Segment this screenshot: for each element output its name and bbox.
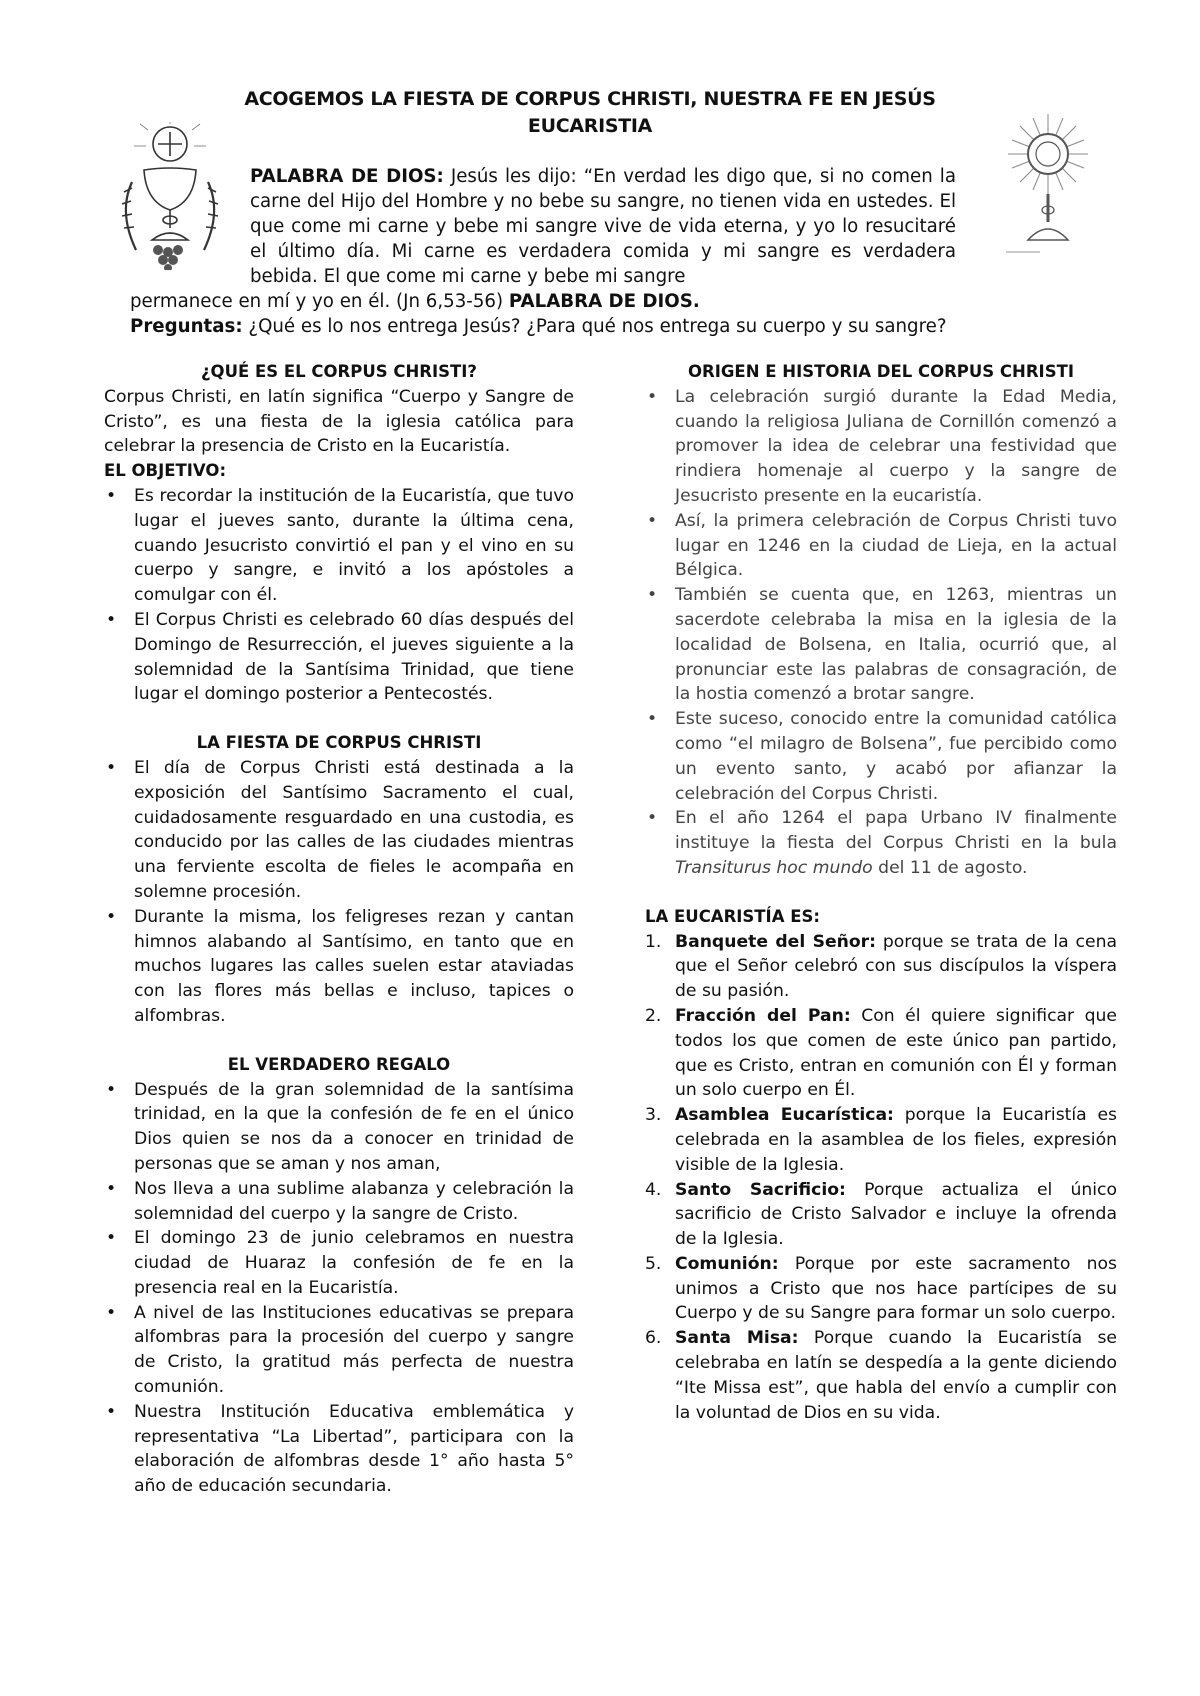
palabra-label: PALABRA DE DIOS: [250,166,444,187]
item-text: Porque cuando la Eucaristía se celebraba en latín se despedía a la gente diciendo “Ite Missa est”, que habla del envío a cumplir con la voluntad de Dios en su vida. [675,1328,1117,1423]
palabra-text: Jesús les dijo: “En verdad les digo que, si no comen la carne del Hijo del Hombre y no bebe su sangre, no tienen vida en ustedes. El que come mi carne y bebe mi sangre vive de vida eterna, y yo lo resucitaré el último día. Mi carne es verdadera comida y mi sangre es verdadera bebida. El que come mi carne y bebe mi sangre [250,166,956,287]
bula-title: Transiturus hoc mundo [675,857,873,878]
item-number: 6. [645,1328,662,1349]
item-text: Porque actualiza el único sacrificio de Cristo Salvador e incluye la ofrenda de la Iglesia. [675,1179,1117,1250]
item-text: Con él quiere significar que todos los que comen de este único pan partido, que es Cristo, entran en comunión con Él y forman un solo cuerpo en Él. [675,1005,1117,1101]
item-label: Santa Misa: [675,1328,799,1349]
section-heading-eucaristia: LA EUCARISTÍA ES: [645,906,820,926]
document-title: ACOGEMOS LA FIESTA DE CORPUS CHRISTI, NUESTRA FE EN JESÚS EUCARISTIA [244,88,936,137]
section-heading-objetivo: EL OBJETIVO: [104,461,227,481]
gospel-reading [130,164,956,339]
section-heading-que-es: ¿QUÉ ES EL CORPUS CHRISTI? [200,362,477,381]
list-item: • El día de Corpus Christi está destinada a la exposición del Santísimo Sacramento el cual, cuidadosamente resguardado en una custodia, es conducido por las calles de las ciudades mientras una ferviente escolta de fieles le acompaña en solemne procesión. [104,756,574,905]
item-number: 5. [645,1253,662,1274]
item-number: 1. [645,931,662,952]
list-item [645,1004,1117,1103]
list-item: • La celebración surgió durante la Edad Media, cuando la religiosa Juliana de Cornillón comenzó a promover la idea de celebrar una festividad que rindiera homenaje al cuerpo y la sangre de Jesucristo presente en la eucaristía. [645,385,1117,509]
item-label: Asamblea Eucarística: [675,1105,894,1126]
list-item: • También se cuenta que, en 1263, mientras un sacerdote celebraba la misa en la iglesia de la localidad de Bolsena, en Italia, ocurrió que, al pronunciar este las palabras de consagración, de la hostia comenzó a brotar sangre. [645,583,1117,707]
origen-list [645,385,1117,881]
list-item [645,806,1117,880]
list-item: • Nuestra Institución Educativa emblemática y representativa “La Libertad”, participara con la elaboración de alfombras desde 1° año hasta 5° año de educación secundaria. [104,1400,574,1499]
item-number: 2. [645,1005,662,1026]
list-item: • Es recordar la institución de la Eucaristía, que tuvo lugar el jueves santo, durante la última cena, cuando Jesucristo convirtió el pan y el vino en su cuerpo y sangre, e invitó a los apóstoles a comulgar con él. [104,484,574,608]
que-es-text: Corpus Christi, en latín significa “Cuerpo y Sangre de Cristo”, es una fiesta de la iglesia católica para celebrar la presencia de Cristo en la Eucaristía. [104,386,574,457]
item-label: Fracción del Pan: [675,1005,851,1026]
regalo-list [104,1078,574,1500]
right-column [645,360,1117,1425]
list-item: • Después de la gran solemnidad de la santísima trinidad, en la que la confesión de fe en el único Dios quien se nos da a conocer en trinidad de personas que se aman y nos aman, [104,1078,574,1177]
objetivo-list [104,484,574,707]
item-number: 4. [645,1179,662,1200]
section-heading-regalo: EL VERDADERO REGALO [227,1054,451,1074]
section-heading-origen: ORIGEN E HISTORIA DEL CORPUS CHRISTI [688,362,1074,381]
fiesta-list [104,756,574,1029]
left-column [104,360,574,1499]
preguntas-label: Preguntas: [130,316,243,337]
palabra-text-continued: permanece en mí y yo en él. (Jn 6,53-56) [130,291,504,312]
list-item [645,1103,1117,1177]
section-heading-fiesta: LA FIESTA DE CORPUS CHRISTI [196,733,482,753]
item-text: Porque por este sacramento nos unimos a Cristo que nos hace partícipes de su Cuerpo y de su Sangre para formar un solo cuerpo. [675,1253,1118,1324]
list-item: • Nos lleva a una sublime alabanza y celebración la solemnidad del cuerpo y la sangre de Cristo. [104,1177,574,1227]
bula-text-post: del 11 de agosto. [878,857,1028,878]
list-item: • Este suceso, conocido entre la comunidad católica como “el milagro de Bolsena”, fue percibido como un evento santo, y acabó por afianzar la celebración del Corpus Christi. [645,707,1117,806]
list-item: • El domingo 23 de junio celebramos en nuestra ciudad de Huaraz la confesión de fe en la presencia real en la Eucaristía. [104,1226,574,1300]
list-item: • Durante la misma, los feligreses rezan y cantan himnos alabando al Santísimo, en tanto que en muchos lugares las calles suelen estar ataviadas con las flores más bellas e incluso, tapices o alfombras. [104,905,574,1029]
preguntas-text: ¿Qué es lo nos entrega Jesús? ¿Para qué nos entrega su cuerpo y su sangre? [248,316,947,337]
list-item [645,1252,1117,1326]
item-number: 3. [645,1105,662,1126]
list-item [645,1178,1117,1252]
list-item [645,930,1117,1004]
item-label: Comunión: [675,1253,779,1274]
item-label: Banquete del Señor: [675,931,877,952]
list-item: • El Corpus Christi es celebrado 60 días después del Domingo de Resurrección, el jueves siguiente a la solemnidad de la Santísima Trinidad, que tiene lugar el domingo posterior a Pentecostés. [104,608,574,707]
palabra-closing: PALABRA DE DIOS. [508,291,700,312]
monstrance-icon [1000,110,1096,260]
bula-text-pre: En el año 1264 el papa Urbano IV finalmente instituye la fiesta del Corpus Christi en la bula [675,808,1117,854]
item-text: porque la Eucaristía es celebrada en la asamblea de los fieles, expresión visible de la Iglesia. [675,1105,1118,1175]
item-label: Santo Sacrificio: [675,1179,846,1200]
eucaristia-list [645,930,1117,1426]
list-item: • Así, la primera celebración de Corpus Christi tuvo lugar en 1246 en la ciudad de Lieja, en la actual Bélgica. [645,509,1117,583]
list-item: • A nivel de las Instituciones educativas se prepara alfombras para la procesión del cuerpo y sangre de Cristo, la gratitud más perfecta de nuestra comunión. [104,1301,574,1400]
item-text: porque se trata de la cena que el Señor celebró con sus discípulos la víspera de su pasión. [675,931,1117,1002]
list-item [645,1326,1117,1425]
